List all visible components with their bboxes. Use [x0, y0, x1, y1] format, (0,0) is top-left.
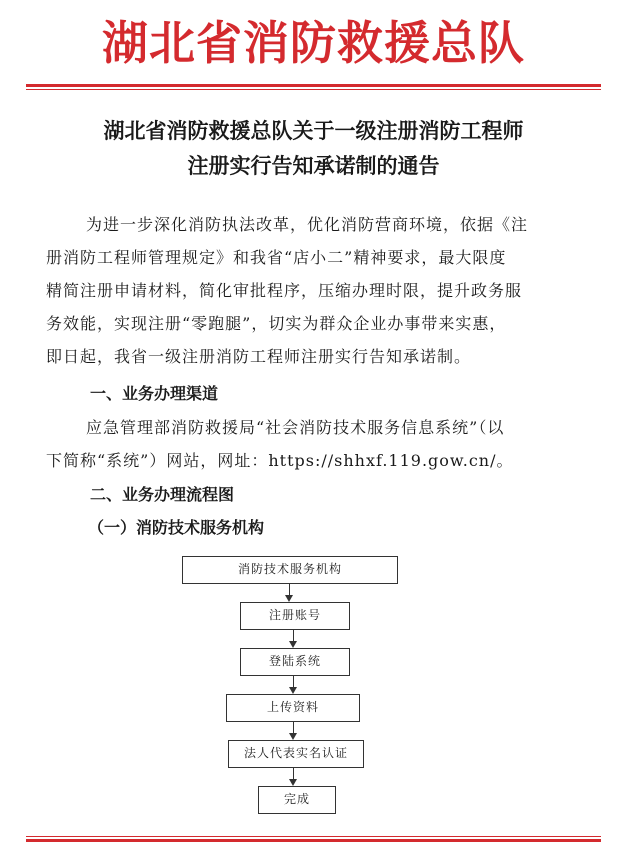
- section-1-line: 下简称“系统”）网站，网址：https://shhxf.119.gow.cn/。: [46, 451, 514, 470]
- notice-title-line-2: 注册实行告知承诺制的通告: [187, 154, 440, 178]
- intro-paragraph: [46, 208, 586, 373]
- intro-line: 即日起，我省一级注册消防工程师注册实行告知承诺制。: [46, 347, 472, 366]
- header-divider-thick: [26, 84, 601, 87]
- flow-step-login-system: 登陆系统: [240, 648, 350, 676]
- flow-step-complete: 完成: [258, 786, 336, 814]
- flow-step-service-org: 消防技术服务机构: [182, 556, 398, 584]
- notice-title-line-1: 湖北省消防救援总队关于一级注册消防工程师: [103, 119, 524, 143]
- flow-step-legal-rep-verification: 法人代表实名认证: [228, 740, 364, 768]
- footer-divider-thick: [26, 839, 601, 842]
- intro-line: 为进一步深化消防执法改革，优化消防营商环境，依据《注: [86, 215, 529, 234]
- footer-divider-thin: [26, 836, 601, 837]
- intro-line: 册消防工程师管理规定》和我省“店小二”精神要求，最大限度: [46, 248, 507, 267]
- section-2-heading: 二、业务办理流程图: [90, 485, 235, 504]
- flow-arrow-head: [289, 641, 297, 648]
- section-1-line: 应急管理部消防救援局“社会消防技术服务信息系统”（以: [86, 418, 505, 437]
- header-org-title: 湖北省消防救援总队: [102, 16, 525, 70]
- intro-line: 精简注册申请材料，简化审批程序，压缩办理时限，提升政务服: [46, 281, 523, 300]
- subsection-heading: （一）消防技术服务机构: [88, 518, 265, 537]
- flow-arrow-head: [289, 733, 297, 740]
- header-divider-thin: [26, 89, 601, 90]
- flow-step-upload-materials: 上传资料: [226, 694, 360, 722]
- flow-arrow-head: [289, 687, 297, 694]
- intro-line: 务效能，实现注册“零跑腿”，切实为群众企业办事带来实惠，: [46, 314, 507, 333]
- flow-arrow-head: [285, 595, 293, 602]
- flow-step-register-account: 注册账号: [240, 602, 350, 630]
- flow-arrow-head: [289, 779, 297, 786]
- section-1-paragraph: [46, 411, 586, 477]
- section-1-heading: 一、业务办理渠道: [90, 384, 219, 403]
